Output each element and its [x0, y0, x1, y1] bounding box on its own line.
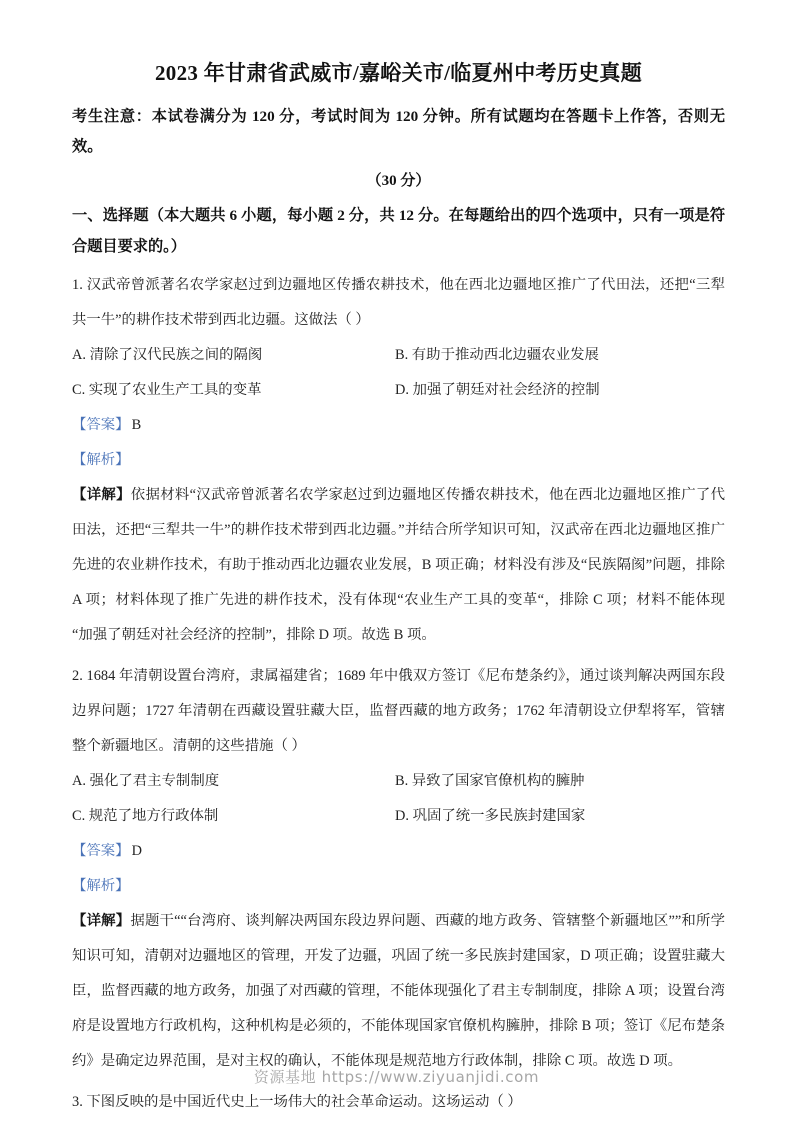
- answer-label: 【答案】: [72, 417, 130, 433]
- detail-text: 据题干““台湾府、谈判解决两国东段边界问题、西藏的地方政务、管辖整个新疆地区””和所学知识可知，清朝对边疆地区的管理，开发了边疆，巩固了统一多民族封建国家，D 项正确；设置驻藏大臣，监督西藏的地方政务，加强了对西藏的管理，不能体现强化了君主专制制度，排除 A 项；设置台湾府是设置地方行政机构，这种机构是必须的，不能体现国家官僚机构臃肿，排除 B 项；签订《尼布楚条约》是确定边界范围，是对主权的确认，不能体现是规范地方行政体制，排除 C 项。故选 D 项。: [72, 913, 725, 1069]
- option-d[interactable]: D. 加强了朝廷对社会经济的控制: [395, 382, 600, 398]
- page-title: 2023 年甘肃省武威市/嘉峪关市/临夏州中考历史真题: [154, 61, 643, 85]
- question-block: [72, 268, 725, 653]
- section-heading-multiple-choice: 一、选择题（本大题共 6 小题，每小题 2 分，共 12 分。在每题给出的四个选项中，只有一项是符合题目要求的。）: [72, 207, 725, 255]
- question-stem: 1. 汉武帝曾派著名农学家赵过到边疆地区传播农耕技术，他在西北边疆地区推广了代田法，还把“三犁共一牛”的耕作技术带到西北边疆。这做法（ ）: [72, 277, 725, 328]
- page-content: [72, 58, 725, 1120]
- detail-label: 【详解】: [72, 487, 131, 503]
- analysis-line: [72, 443, 725, 478]
- question-block: [72, 1085, 725, 1120]
- question-options: [72, 338, 725, 408]
- analysis-label: 【解析】: [72, 878, 130, 894]
- answer-line: [72, 834, 725, 869]
- option-d[interactable]: D. 巩固了统一多民族封建国家: [395, 808, 586, 824]
- option-c[interactable]: C. 实现了农业生产工具的变革: [72, 382, 262, 398]
- question-block: [72, 659, 725, 1079]
- analysis-line: [72, 869, 725, 904]
- analysis-label: 【解析】: [72, 452, 130, 468]
- detail-label: 【详解】: [72, 913, 131, 929]
- detailed-explanation: [72, 904, 725, 1079]
- question-stem: 3. 下图反映的是中国近代史上一场伟大的社会革命运动。这场运动（ ）: [72, 1094, 522, 1110]
- detail-text: 依据材料“汉武帝曾派著名农学家赵过到边疆地区传播农耕技术，他在西北边疆地区推广了代田法，还把“三犁共一牛”的耕作技术带到西北边疆。”并结合所学知识可知，汉武帝在西北边疆地区推广先进的农业耕作技术，有助于推动西北边疆农业发展，B 项正确；材料没有涉及“民族隔阂”问题，排除 A 项；材料体现了推广先进的耕作技术，没有体现“农业生产工具的变革“，排除 C 项；材料不能体现“加强了朝廷对社会经济的控制”，排除 D 项。故选 B 项。: [72, 487, 725, 643]
- option-b[interactable]: B. 有助于推动西北边疆农业发展: [395, 347, 599, 363]
- section-score: （30 分）: [366, 173, 431, 189]
- exam-notice: 考生注意：本试卷满分为 120 分，考试时间为 120 分钟。所有试题均在答题卡上作答，否则无效。: [72, 108, 725, 155]
- footer-watermark: 资源基地 https://www.ziyuanjidi.com: [253, 1068, 540, 1086]
- answer-value: D: [131, 843, 142, 859]
- question-options: [72, 764, 725, 834]
- answer-label: 【答案】: [72, 843, 130, 859]
- question-stem: 2. 1684 年清朝设置台湾府，隶属福建省；1689 年中俄双方签订《尼布楚条约》，通过谈判解决两国东段边界问题；1727 年清朝在西藏设置驻藏大臣，监督西藏的地方政务；1762 年清朝设立伊犁将军，管辖整个新疆地区。清朝的这些措施（ ）: [72, 668, 725, 754]
- answer-line: [72, 408, 725, 443]
- option-c[interactable]: C. 规范了地方行政体制: [72, 808, 219, 824]
- option-a[interactable]: A. 清除了汉代民族之间的隔阂: [72, 347, 263, 363]
- option-a[interactable]: A. 强化了君主专制制度: [72, 773, 220, 789]
- option-b[interactable]: B. 异致了国家官僚机构的臃肿: [395, 773, 585, 789]
- detailed-explanation: [72, 478, 725, 653]
- answer-value: B: [131, 417, 142, 433]
